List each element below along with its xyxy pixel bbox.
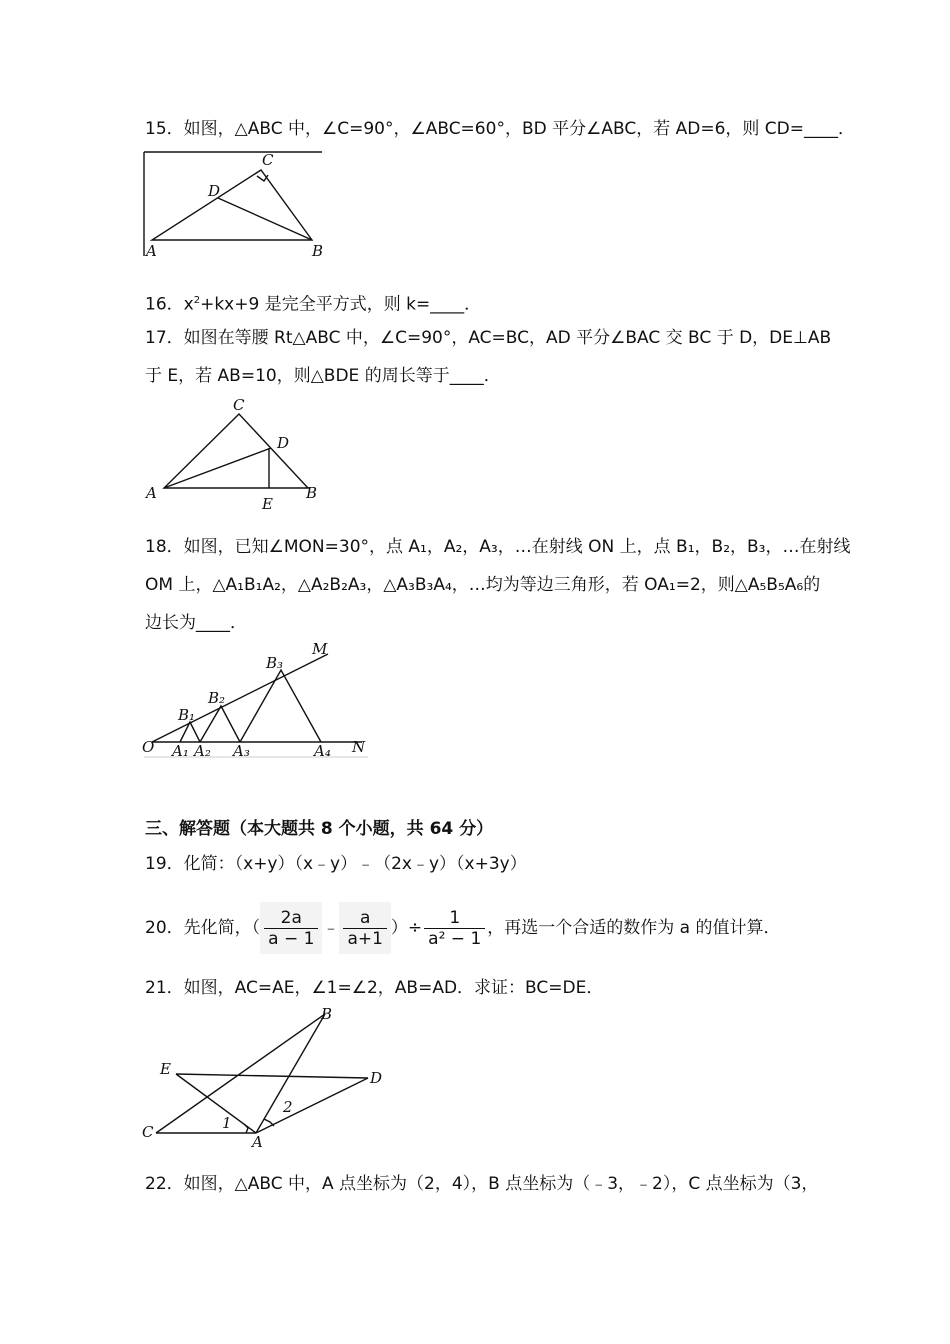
- q15-label-d: D: [208, 182, 221, 200]
- q21-angle-1-arc: [244, 1124, 248, 1133]
- q17-label-e: E: [262, 495, 273, 513]
- q18-triangle-3: [240, 670, 321, 742]
- q20-fraction-box-2: [339, 902, 390, 954]
- q19-text: 19．化简：（x+y）（x﹣y）﹣（2x﹣y）（x+3y）: [145, 854, 527, 874]
- q18-label-n: N: [352, 738, 366, 756]
- q17-line1: 17．如图在等腰 Rt△ABC 中，∠C=90°，AC=BC，AD 平分∠BAC 交 BC 于 D，DE⊥AB: [145, 328, 832, 348]
- q18-label-b1: B₁: [178, 706, 196, 724]
- q18-figure: [138, 638, 373, 762]
- q18-label-a3: A₃: [233, 742, 250, 760]
- q21-label-d: D: [370, 1069, 383, 1087]
- q16-rest: +kx+9 是完全平方式，则 k=____．: [200, 294, 482, 315]
- q15-label-b: B: [312, 242, 324, 260]
- q18-label-m: M: [312, 640, 328, 658]
- q15-label-a: A: [146, 242, 157, 260]
- q21-label-2: 2: [283, 1098, 293, 1116]
- q21-label-1: 1: [222, 1114, 232, 1132]
- q20-minus: ﹣: [322, 918, 340, 938]
- q20-fraction-2: [343, 908, 386, 949]
- q18-label-a4: A₄: [314, 742, 331, 760]
- q16-number: 16．: [145, 294, 184, 315]
- q20-f1-numerator: 2a: [264, 908, 318, 929]
- section3-title: 三、解答题（本大题共 8 个小题，共 64 分）: [145, 819, 494, 839]
- q21-label-e: E: [160, 1060, 171, 1078]
- q17-segment-ad: [164, 448, 271, 488]
- q20-fraction-1: [264, 908, 318, 949]
- q17-label-d: D: [277, 434, 290, 452]
- q20-mid: ）÷: [390, 918, 423, 938]
- q20-fraction-3: [424, 908, 485, 949]
- q16-x: x: [183, 294, 194, 315]
- q18-triangle-1: [180, 722, 200, 742]
- q18-ray-om: [152, 654, 328, 742]
- q20-f3-denominator: a² − 1: [428, 928, 482, 949]
- q18-line1: 18．如图，已知∠MON=30°，点 A₁，A₂，A₃，…在射线 ON 上，点 B₁，B₂，B₃，…在射线: [145, 537, 851, 557]
- q15-right-angle-mark: [257, 175, 268, 181]
- q20-f1-denominator: a − 1: [268, 928, 315, 949]
- q18-label-a1: A₁: [172, 742, 189, 760]
- q17-label-c: C: [233, 396, 245, 414]
- q17-label-a: A: [146, 484, 157, 502]
- q21-label-c: C: [142, 1123, 154, 1141]
- q18-triangle-2: [200, 706, 240, 742]
- q20-f2-numerator: a: [343, 908, 386, 929]
- q17-line2: 于 E，若 AB=10，则△BDE 的周长等于____．: [145, 366, 501, 386]
- q18-label-b3: B₃: [266, 654, 284, 672]
- q20-f3-numerator: 1: [424, 908, 485, 929]
- q21-label-a: A: [252, 1133, 263, 1149]
- q21-text: 21．如图，AC=AE，∠1=∠2，AB=AD．求证：BC=DE．: [145, 978, 604, 998]
- q20-prefix: 20．先化简，（: [145, 918, 261, 938]
- q15-text: 15．如图，△ABC 中，∠C=90°，∠ABC=60°，BD 平分∠ABC，若 AD=6，则 CD=____．: [145, 119, 855, 139]
- q15-segment-bd: [218, 198, 312, 240]
- q17-label-b: B: [306, 484, 318, 502]
- q18-label-a2: A₂: [194, 742, 211, 760]
- q20-suffix: ，再选一个合适的数作为 a 的值计算．: [487, 918, 781, 938]
- q20-f2-denominator: a+1: [347, 928, 383, 949]
- q20-text: [145, 902, 781, 954]
- q16-text: [145, 290, 481, 316]
- q18-label-o: O: [142, 738, 155, 756]
- q21-figure: [138, 1004, 393, 1149]
- q15-label-c: C: [262, 151, 274, 169]
- q15-figure: [140, 148, 330, 260]
- q18-line2: OM 上，△A₁B₁A₂，△A₂B₂A₃，△A₃B₃A₄，…均为等边三角形，若 OA₁=2，则△A₅B₅A₆的: [145, 575, 821, 595]
- q17-figure: [140, 395, 330, 517]
- q21-angle-2-arc: [264, 1119, 274, 1126]
- q18-label-b2: B₂: [208, 689, 226, 707]
- q21-label-b: B: [321, 1005, 333, 1023]
- q16-exponent: 2: [193, 295, 201, 306]
- q21-segment-ed: [176, 1074, 368, 1078]
- q22-text: 22．如图，△ABC 中，A 点坐标为（2，4），B 点坐标为（﹣3，﹣2），C 点坐标为（3，: [145, 1174, 819, 1194]
- q20-fraction-box-1: [260, 902, 322, 954]
- q18-line3: 边长为____．: [145, 613, 247, 633]
